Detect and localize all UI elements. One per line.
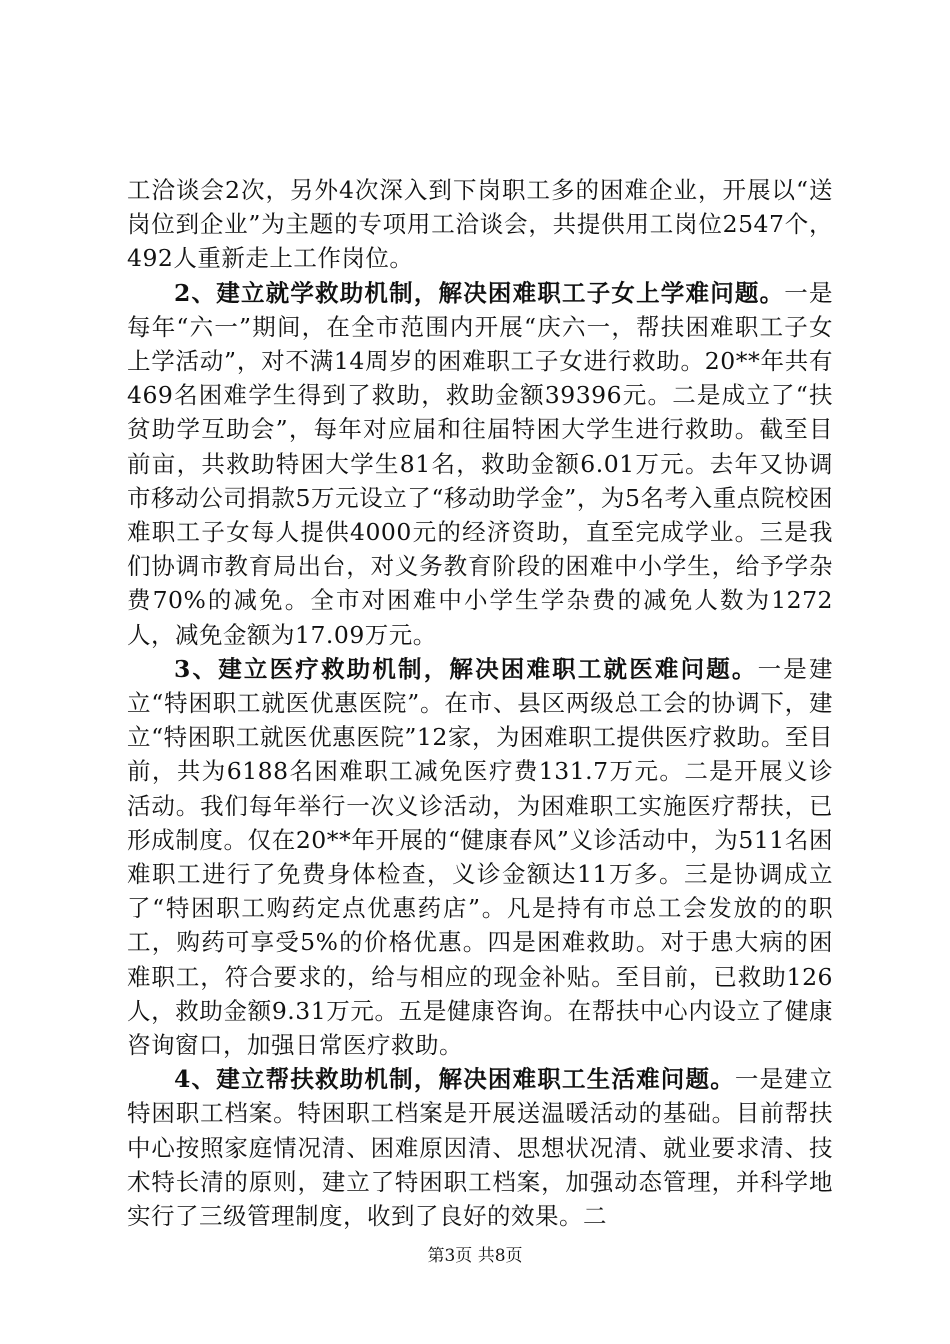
paragraph-heading: 4、建立帮扶救助机制，解决困难职工生活难问题。: [174, 1065, 735, 1094]
paragraph-medical-aid: [127, 652, 833, 1062]
paragraph-text: 工洽谈会2次，另外4次深入到下岗职工多的困难企业，开展以“送岗位到企业”为主题的专项用工洽谈会，共提供用工岗位2547个，492人重新走上工作岗位。: [127, 176, 833, 273]
paragraph-text: 一是每年“六一”期间，在全市范围内开展“庆六一，帮扶困难职工子女上学活动”，对不满14周岁的困难职工子女进行救助。20**年共有469名困难学生得到了救助，救助金额39396元。二是成立了“扶贫助学互助会”，每年对应届和往届特困大学生进行救助。截至目前亩，共救助特困大学生81名，救助金额6.01万元。去年又协调市移动公司捐款5万元设立了“移动助学金”，为5名考入重点院校困难职工子女每人提供4000元的经济资助，直至完成学业。三是我们协调市教育局出台，对义务教育阶段的困难中小学生，给予学杂费70%的减免。全市对困难中小学生学杂费的减免人数为1272人，减免金额为17.09万元。: [127, 278, 833, 649]
document-body: [127, 173, 833, 1233]
paragraph-text: 一是建立特困职工档案。特困职工档案是开展送温暖活动的基础。目前帮扶中心按照家庭情况清、困难原因清、思想状况清、就业要求清、技术特长清的原则，建立了特困职工档案，加强动态管理，并科学地实行了三级管理制度，收到了良好的效果。二: [127, 1065, 833, 1231]
paragraph-text: 一是建立“特困职工就医优惠医院”。在市、县区两级总工会的协调下，建立“特困职工就医优惠医院”12家，为困难职工提供医疗救助。至目前，共为6188名困难职工减免医疗费131.7万元。二是开展义诊活动。我们每年举行一次义诊活动，为困难职工实施医疗帮扶，已形成制度。仅在20**年开展的“健康春风”义诊活动中，为511名困难职工进行了免费身体检查，义诊金额达11万多。三是协调成立了“特困职工购药定点优惠药店”。凡是持有市总工会发放的的职工，购药可享受5%的价格优惠。四是困难救助。对于患大病的困难职工，符合要求的，给与相应的现金补贴。至目前，已救助126人，救助金额9.31万元。五是健康咨询。在帮扶中心内设立了健康咨询窗口，加强日常医疗救助。: [127, 654, 833, 1060]
paragraph-living-aid: [127, 1062, 833, 1233]
page-footer: [0, 1244, 950, 1268]
paragraph-heading: 2、建立就学救助机制，解决困难职工子女上学难问题。: [174, 278, 785, 307]
paragraph-education-aid: [127, 276, 833, 652]
paragraph-continuation: [127, 173, 833, 276]
page-number: 第3页 共8页: [427, 1246, 523, 1266]
paragraph-heading: 3、建立医疗救助机制，解决困难职工就医难问题。: [174, 654, 758, 683]
